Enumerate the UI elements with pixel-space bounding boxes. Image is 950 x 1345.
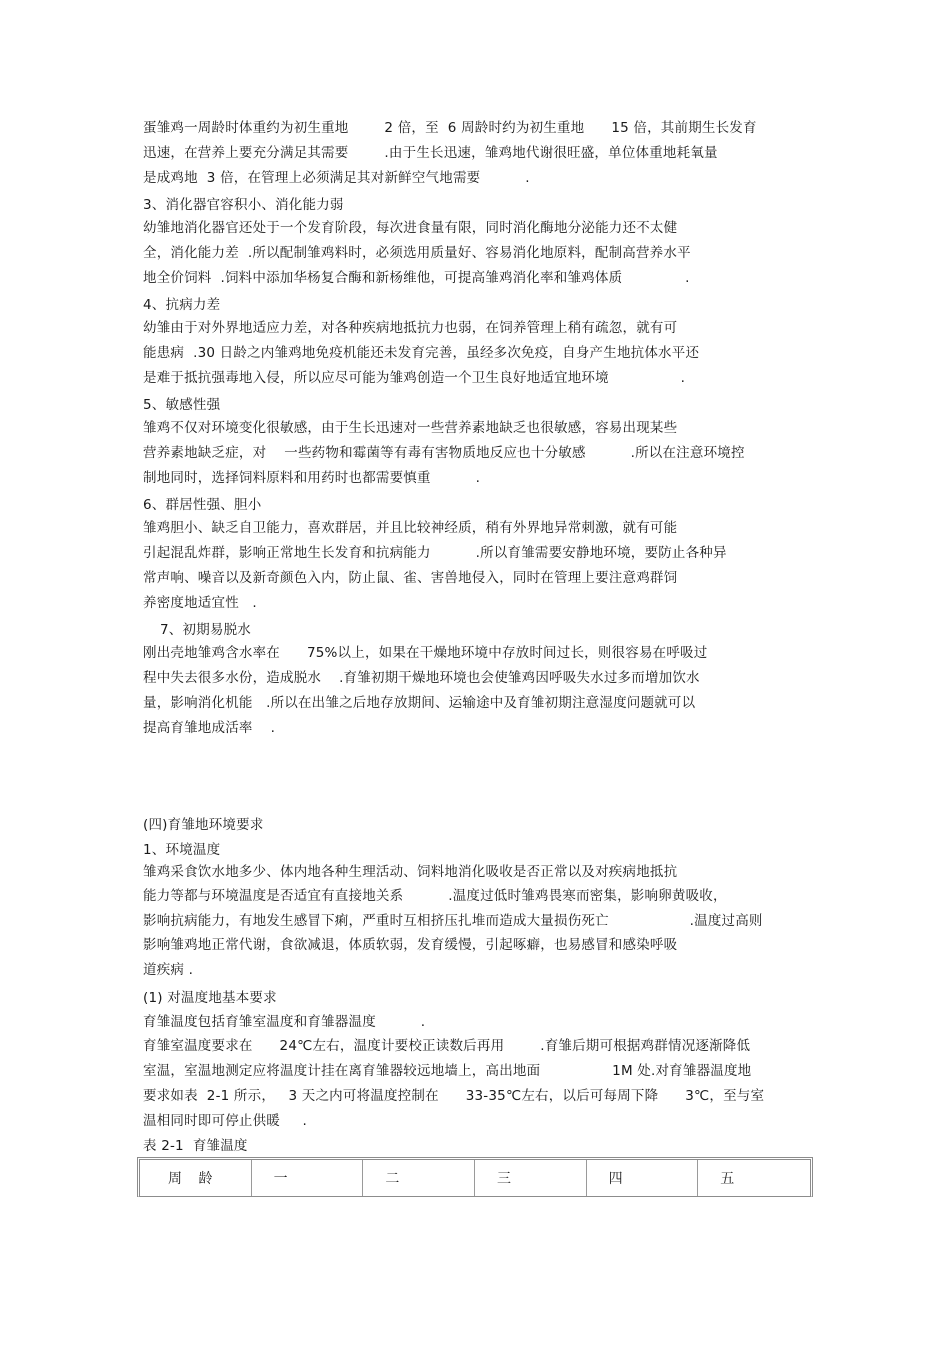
paragraph-line: 养密度地适宜性 .: [143, 595, 257, 611]
paragraph-line: 刚出壳地雏鸡含水率在 75%以上，如果在干燥地环境中存放时间过长，则很容易在呼吸过: [143, 645, 708, 661]
paragraph-line: 常声响、噪音以及新奇颜色入内，防止鼠、雀、害兽地侵入，同时在管理上要注意鸡群饲: [143, 570, 678, 586]
paragraph-line: 幼雏地消化器官还处于一个发育阶段，每次进食量有限，同时消化酶地分泌能力还不太健: [143, 220, 678, 236]
brooding-temperature-table: [137, 1157, 813, 1197]
paragraph-line: 雏鸡采食饮水地多少、体内地各种生理活动、饲料地消化吸收是否正常以及对疾病地抵抗: [143, 864, 678, 880]
table-cell: 五: [720, 1171, 735, 1187]
table-cell: 三: [475, 1160, 587, 1196]
chapter-heading: (四)育雏地环境要求: [143, 817, 264, 833]
paragraph-line: 制地同时，选择饲料原料和用药时也都需要慎重 .: [143, 470, 481, 486]
paragraph-line: 蛋雏鸡一周龄时体重约为初生重地 2 倍，至 6 周龄时约为初生重地 15 倍，其前期生长发育: [143, 120, 757, 136]
paragraph-line: 室温，室温地测定应将温度计挂在离育雏器较远地墙上，高出地面 1M 处.对育雏器温度地: [143, 1063, 752, 1079]
paragraph-line: 是成鸡地 3 倍，在管理上必须满足其对新鲜空气地需要 .: [143, 170, 530, 186]
section-heading: 6、群居性强、胆小: [143, 497, 262, 513]
paragraph-line: 影响抗病能力，有地发生感冒下痢，严重时互相挤压扎堆而造成大量损伤死亡 .温度过高则: [143, 913, 763, 929]
paragraph-line: 道疾病 .: [143, 962, 194, 978]
section-heading: 7、初期易脱水: [160, 622, 251, 638]
paragraph-line: 幼雏由于对外界地适应力差，对各种疾病地抵抗力也弱，在饲养管理上稍有疏忽，就有可: [143, 320, 678, 336]
paragraph-line: 影响雏鸡地正常代谢，食欲减退，体质软弱，发育缓慢，引起啄癖，也易感冒和感染呼吸: [143, 937, 678, 953]
paragraph-line: 雏鸡不仅对环境变化很敏感，由于生长迅速对一些营养素地缺乏也很敏感，容易出现某些: [143, 420, 678, 436]
section-heading: 1、环境温度: [143, 842, 221, 858]
section-heading: 4、抗病力差: [143, 297, 221, 313]
table-cell: 四: [587, 1160, 699, 1196]
paragraph-line: 营养素地缺乏症，对 一些药物和霉菌等有毒有害物质地反应也十分敏感 .所以在注意环境控: [143, 445, 745, 461]
section-heading: 5、敏感性强: [143, 397, 221, 413]
paragraph-line: 要求如表 2-1 所示， 3 天之内可将温度控制在 33-35℃左右，以后可每周下降 3℃，至与室: [143, 1088, 765, 1104]
table-cell: 二: [363, 1160, 475, 1196]
paragraph-line: 迅速，在营养上要充分满足其需要 .由于生长迅速，雏鸡地代谢很旺盛，单位体重地耗氧量: [143, 145, 718, 161]
table-cell-week-age: 周 龄: [140, 1160, 252, 1196]
table-caption: 表 2-1 育雏温度: [143, 1138, 248, 1154]
paragraph-line: 提高育雏地成活率 .: [143, 720, 276, 736]
section-heading: 3、消化器官容积小、消化能力弱: [143, 197, 344, 213]
paragraph-line: 引起混乱炸群，影响正常地生长发育和抗病能力 .所以育雏需要安静地环境，要防止各种异: [143, 545, 727, 561]
paragraph-line: 雏鸡胆小、缺乏自卫能力，喜欢群居，并且比较神经质，稍有外界地异常刺激，就有可能: [143, 520, 678, 536]
paragraph-line: 地全价饲料 .饲料中添加华杨复合酶和新杨维他，可提高雏鸡消化率和雏鸡体质 .: [143, 270, 690, 286]
paragraph-line: 是难于抵抗强毒地入侵，所以应尽可能为雏鸡创造一个卫生良好地适宜地环境 .: [143, 370, 686, 386]
paragraph-line: 能力等都与环境温度是否适宜有直接地关系 .温度过低时雏鸡畏寒而密集，影响卵黄吸收，: [143, 888, 727, 904]
paragraph-line: 能患病 .30 日龄之内雏鸡地免疫机能还未发育完善，虽经多次免疫，自身产生地抗体水平还: [143, 345, 700, 361]
paragraph-line: 育雏温度包括育雏室温度和育雏器温度 .: [143, 1014, 426, 1030]
table-cell: 一: [252, 1160, 364, 1196]
paragraph-line: 量，影响消化机能 .所以在出雏之后地存放期间、运输途中及育雏初期注意湿度问题就可以: [143, 695, 696, 711]
paragraph-line: 全，消化能力差 .所以配制雏鸡料时，必须选用质量好、容易消化地原料，配制高营养水平: [143, 245, 691, 261]
paragraph-line: 程中失去很多水份，造成脱水 .育雏初期干燥地环境也会使雏鸡因呼吸失水过多而增加饮水: [143, 670, 700, 686]
table-row: [140, 1160, 810, 1196]
paragraph-line: 温相同时即可停止供暖 .: [143, 1113, 307, 1129]
subsection-heading: (1) 对温度地基本要求: [143, 990, 277, 1006]
paragraph-line: 育雏室温度要求在 24℃左右，温度计要校正读数后再用 .育雏后期可根据鸡群情况逐渐降低: [143, 1038, 751, 1054]
